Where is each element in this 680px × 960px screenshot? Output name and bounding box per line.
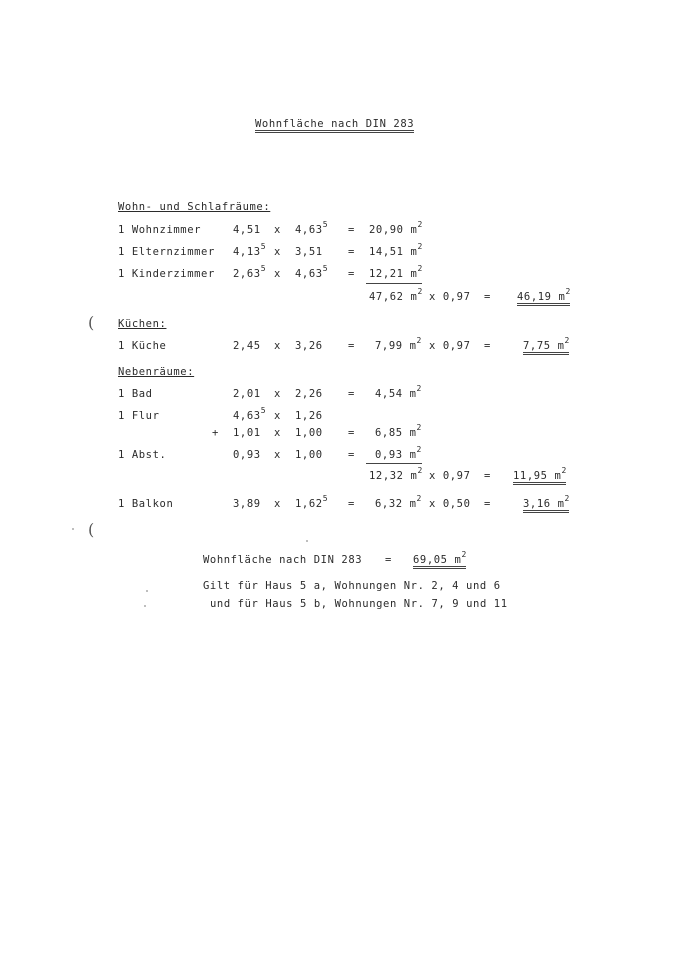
factor: x 0,50: [429, 498, 471, 510]
factor: x 0,97: [429, 470, 471, 482]
dimension-b: 4,63$^5$: [295, 264, 328, 280]
plus-sign: +: [212, 427, 219, 439]
punch-hole-mark: (: [88, 313, 95, 332]
room-label: 1 Kinderzimmer: [118, 268, 215, 280]
times-sign: x: [274, 246, 281, 258]
speck: [144, 605, 146, 607]
sum-rule: [366, 283, 422, 284]
sum-rule: [366, 463, 422, 464]
area-value: 7,99 $m^2$: [375, 336, 422, 352]
note-line: und für Haus 5 b, Wohnungen Nr. 7, 9 und 11: [210, 598, 508, 610]
dimension-a: 4,13$^5$: [233, 242, 266, 258]
subtotal-area: 12,32 $m^2$: [369, 466, 423, 482]
room-label: 1 Küche: [118, 340, 167, 352]
page-title: Wohnfläche nach DIN 283: [255, 118, 414, 130]
group-heading-kuechen: Küchen:: [118, 318, 167, 330]
dimension-a: 1,01: [233, 427, 261, 439]
result-value: 11,95 $m^2$: [513, 470, 566, 483]
area-value: 12,21 $m^2$: [369, 264, 423, 280]
result-value: 3,16 $m^2$: [523, 498, 569, 511]
dimension-a: 4,51: [233, 224, 261, 236]
area-value: 6,32 $m^2$: [375, 494, 422, 510]
subtotal-area: 47,62 $m^2$: [369, 287, 423, 303]
equals-sign: =: [348, 427, 355, 439]
area-value: 0,93 $m^2$: [375, 445, 422, 461]
room-label: 1 Wohnzimmer: [118, 224, 202, 236]
speck: [146, 590, 148, 592]
area-value: 20,90 $m^2$: [369, 220, 423, 236]
dimension-a: 4,63$^5$: [233, 406, 266, 422]
group-heading-wohn: Wohn- und Schlafräume:: [118, 201, 271, 213]
punch-hole-mark: (: [88, 520, 95, 539]
equals-sign: =: [348, 246, 355, 258]
note-line: Gilt für Haus 5 a, Wohnungen Nr. 2, 4 und 6: [203, 580, 501, 592]
times-sign: x: [274, 427, 281, 439]
factor: x 0,97: [429, 340, 471, 352]
result-value: 7,75 $m^2$: [523, 340, 569, 353]
dimension-a: 2,63$^5$: [233, 264, 266, 280]
equals-sign: =: [348, 498, 355, 510]
times-sign: x: [274, 340, 281, 352]
equals-sign: =: [484, 291, 491, 303]
total-value: 69,05 $m^2$: [413, 554, 466, 567]
equals-sign: =: [484, 340, 491, 352]
times-sign: x: [274, 498, 281, 510]
equals-sign: =: [348, 340, 355, 352]
dimension-b: 3,51: [295, 246, 323, 258]
times-sign: x: [274, 449, 281, 461]
equals-sign: =: [348, 388, 355, 400]
equals-sign: =: [348, 449, 355, 461]
speck: [306, 540, 308, 542]
dimension-b: 3,26: [295, 340, 323, 352]
group-heading-neben: Nebenräume:: [118, 366, 195, 378]
dimension-a: 0,93: [233, 449, 261, 461]
result-value: 46,19 $m^2$: [517, 291, 570, 304]
dimension-b: 1,26: [295, 410, 323, 422]
times-sign: x: [274, 388, 281, 400]
room-label: 1 Flur: [118, 410, 160, 422]
times-sign: x: [274, 224, 281, 236]
area-value: 6,85 $m^2$: [375, 423, 422, 439]
total-label: Wohnfläche nach DIN 283: [203, 554, 363, 566]
area-value: 4,54 $m^2$: [375, 384, 422, 400]
equals-sign: =: [484, 498, 491, 510]
dimension-b: 2,26: [295, 388, 323, 400]
dimension-b: 4,63$^5$: [295, 220, 328, 236]
room-label: 1 Balkon: [118, 498, 174, 510]
speck: [72, 528, 74, 530]
room-label: 1 Elternzimmer: [118, 246, 215, 258]
area-value: 14,51 $m^2$: [369, 242, 423, 258]
equals-sign: =: [348, 224, 355, 236]
dimension-b: 1,00: [295, 427, 323, 439]
dimension-a: 2,45: [233, 340, 261, 352]
times-sign: x: [274, 410, 281, 422]
equals-sign: =: [385, 554, 392, 566]
room-label: 1 Bad: [118, 388, 153, 400]
room-label: 1 Abst.: [118, 449, 167, 461]
equals-sign: =: [348, 268, 355, 280]
dimension-a: 3,89: [233, 498, 261, 510]
dimension-b: 1,00: [295, 449, 323, 461]
equals-sign: =: [484, 470, 491, 482]
dimension-a: 2,01: [233, 388, 261, 400]
dimension-b: 1,62$^5$: [295, 494, 328, 510]
times-sign: x: [274, 268, 281, 280]
factor: x 0,97: [429, 291, 471, 303]
